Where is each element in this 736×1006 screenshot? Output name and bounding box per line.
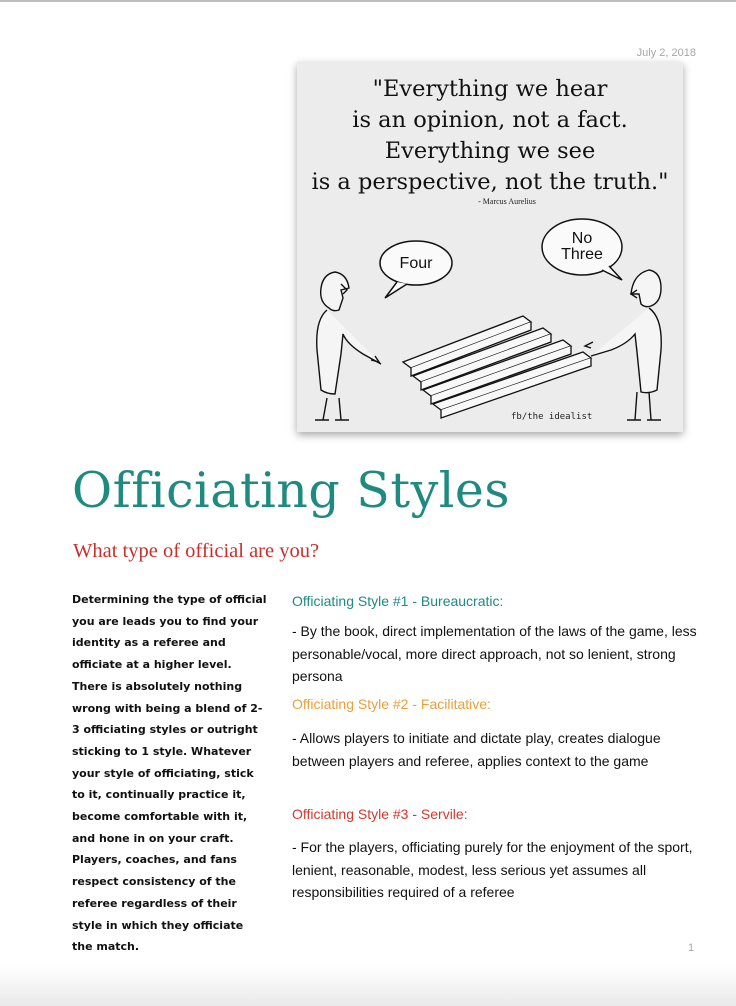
style-description-bureaucratic: - By the book, direct implementation of the laws of the game, less personable/vocal, more direct approach, not so lenient, strong persona <box>292 623 697 684</box>
image-credit: fb/the idealist <box>511 412 593 422</box>
right-bubble-line: Three <box>561 246 603 263</box>
style-description-servile: - For the players, officiating purely for the enjoyment of the sport, lenient, reasonable, modest, less serious yet assumes all responsibilities required of a referee <box>292 839 693 900</box>
quote-line: is an opinion, not a fact. <box>352 107 628 133</box>
style-heading-bureaucratic: Officiating Style #1 - Bureaucratic: <box>292 593 504 609</box>
quote-line: is a perspective, not the truth." <box>311 169 669 195</box>
quote-cartoon-image <box>297 62 683 432</box>
quote-line: "Everything we hear <box>372 76 608 102</box>
right-speech-bubble-text <box>547 231 617 263</box>
quote-author: - Marcus Aurelius <box>478 197 536 206</box>
style-heading-facilitative: Officiating Style #2 - Facilitative: <box>292 696 491 712</box>
quote-line: Everything we see <box>384 138 596 164</box>
top-divider <box>0 0 736 2</box>
page-number: 1 <box>688 942 695 954</box>
intro-paragraph: Determining the type of official you are leads you to find your identity as a referee and officiate at a higher level. There is absolutely nothing wrong with being a blend of 2-3 officiating styles or outright sticking to 1 style. Whatever your style of officiating, stick to it, continually practice it, become comfortable with it, and hone in on your craft. Players, coaches, and fans respect consistency of the referee regardless of their style in which they officiate the match. <box>72 593 267 954</box>
style-heading-servile: Officiating Style #3 - Servile: <box>292 806 468 822</box>
document-date: July 2, 2018 <box>636 47 696 59</box>
left-speech-bubble-text: Four <box>399 255 433 272</box>
quote-text <box>297 74 683 198</box>
style-description-facilitative: - Allows players to initiate and dictate play, creates dialogue between players and referee, applies context to the game <box>292 730 661 769</box>
right-bubble-line: No <box>571 230 593 247</box>
page-title: Officiating Styles <box>72 462 511 519</box>
page-bottom-edge <box>0 966 736 1006</box>
page-subtitle: What type of official are you? <box>73 540 320 562</box>
